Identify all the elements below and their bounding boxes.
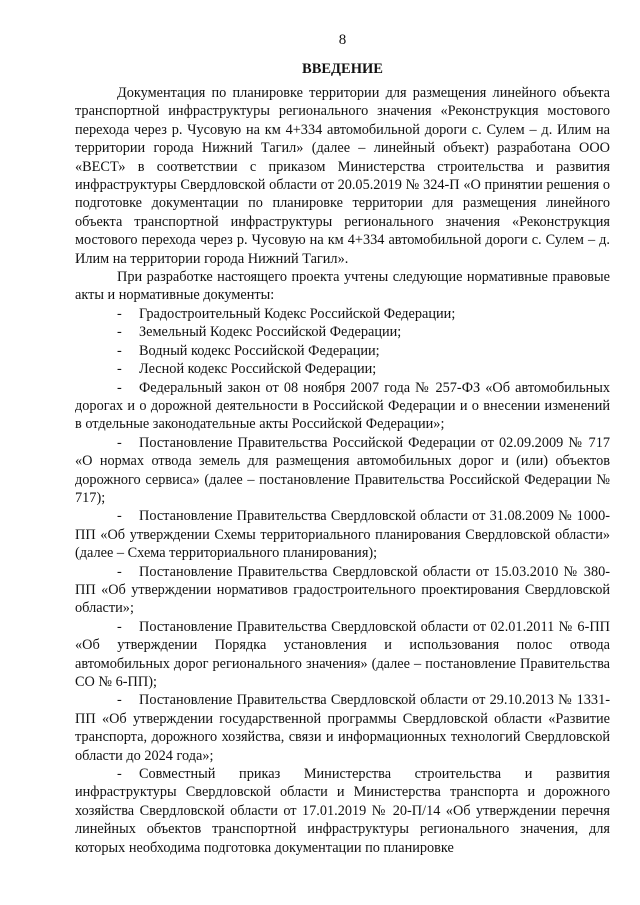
list-item bbox=[75, 507, 610, 562]
bullet-marker: - bbox=[117, 618, 122, 635]
bullet-marker: - bbox=[117, 379, 122, 396]
list-item bbox=[75, 305, 610, 323]
bullet-marker: - bbox=[117, 508, 122, 525]
list-item-text: Постановление Правительства Свердловской области от 31.08.2009 № 1000-ПП «Об утверждении Схемы территориального планирования Свердловской области» (далее – Схема территориального планирования); bbox=[75, 508, 610, 562]
list-item-text: Постановление Правительства Российской Федерации от 02.09.2009 № 717 «О нормах отвода земель для размещения автомобильных дорог и (или) объектов дорожного сервиса» (далее – постановление Правительства Российской Федерации № 717); bbox=[75, 434, 610, 506]
list-item bbox=[75, 360, 610, 378]
lead-paragraph: При разработке настоящего проекта учтены следующие нормативные правовые акты и нормативные документы: bbox=[75, 269, 610, 304]
list-item bbox=[75, 434, 610, 508]
list-item bbox=[75, 379, 610, 434]
list-item-text: Совместный приказ Министерства строительства и развития инфраструктуры Свердловской области и Министерства транспорта и дорожного хозяйства Свердловской области от 17.01.2019 № 20-П/14 «Об утверждении перечня линейных объектов транспортной инфраструктуры регионального значения, для которых необходима подготовка документации по планировке bbox=[75, 766, 610, 856]
bullet-marker: - bbox=[117, 434, 122, 451]
bullet-marker: - bbox=[117, 324, 122, 341]
list-item-text: Лесной кодекс Российской Федерации; bbox=[139, 361, 377, 378]
page-number: 8 bbox=[338, 32, 347, 48]
list-item bbox=[75, 618, 610, 692]
list-item-text: Градостроительный Кодекс Российской Федерации; bbox=[139, 305, 456, 322]
bullet-marker: - bbox=[117, 692, 122, 709]
intro-paragraph: Документация по планировке территории для размещения линейного объекта транспортной инфраструктуры регионального значения «Реконструкция мостового перехода через р. Чусовую на км 4+334 автомобильной дороги с. Сулем – д. Илим на территории города Нижний Тагил» (далее – линейный объект) разработана ООО «ВЕСТ» в соответствии с приказом Министерства строительства и развития инфраструктуры Свердловской области от 20.05.2019 № 324-П «О принятии решения о подготовке документации по планировке территории для размещения линейного объекта транспортной инфраструктуры регионального значения «Реконструкция мостового перехода через р. Чусовую на км 4+334 автомобильной дороги с. Сулем – д. Илим на территории города Нижний Тагил». bbox=[75, 85, 610, 267]
bullet-marker: - bbox=[117, 563, 122, 580]
list-item-text: Постановление Правительства Свердловской области от 02.01.2011 № 6-ПП «Об утверждении Порядка установления и использования полос отвода автомобильных дорог регионального значения» (далее – постановление Правительства СО № 6-ПП); bbox=[75, 618, 610, 690]
list-item bbox=[75, 765, 610, 857]
list-item-text: Постановление Правительства Свердловской области от 15.03.2010 № 380-ПП «Об утверждении нормативов градостроительного проектирования Свердловской области»; bbox=[75, 563, 610, 617]
list-item-text: Федеральный закон от 08 ноября 2007 года № 257-ФЗ «Об автомобильных дорогах и о дорожной деятельности в Российской Федерации и о внесении изменений в отдельные законодательные акты Российской Федерации»; bbox=[75, 379, 610, 433]
list-item bbox=[75, 563, 610, 618]
list-item bbox=[75, 323, 610, 341]
list-item-text: Земельный Кодекс Российской Федерации; bbox=[139, 324, 402, 341]
list-item-text: Водный кодекс Российской Федерации; bbox=[139, 342, 380, 359]
list-item-text: Постановление Правительства Свердловской области от 29.10.2013 № 1331-ПП «Об утверждении государственной программы Свердловской области «Развитие транспорта, дорожного хозяйства, связи и информационных технологий Свердловской области до 2024 года»; bbox=[75, 692, 610, 764]
bullet-marker: - bbox=[117, 361, 122, 378]
document-body bbox=[75, 84, 610, 857]
list-item bbox=[75, 691, 610, 765]
section-heading: ВВЕДЕНИЕ bbox=[302, 61, 383, 77]
bullet-marker: - bbox=[117, 766, 122, 783]
bullet-marker: - bbox=[117, 305, 122, 322]
bullet-marker: - bbox=[117, 342, 122, 359]
list-item bbox=[75, 342, 610, 360]
